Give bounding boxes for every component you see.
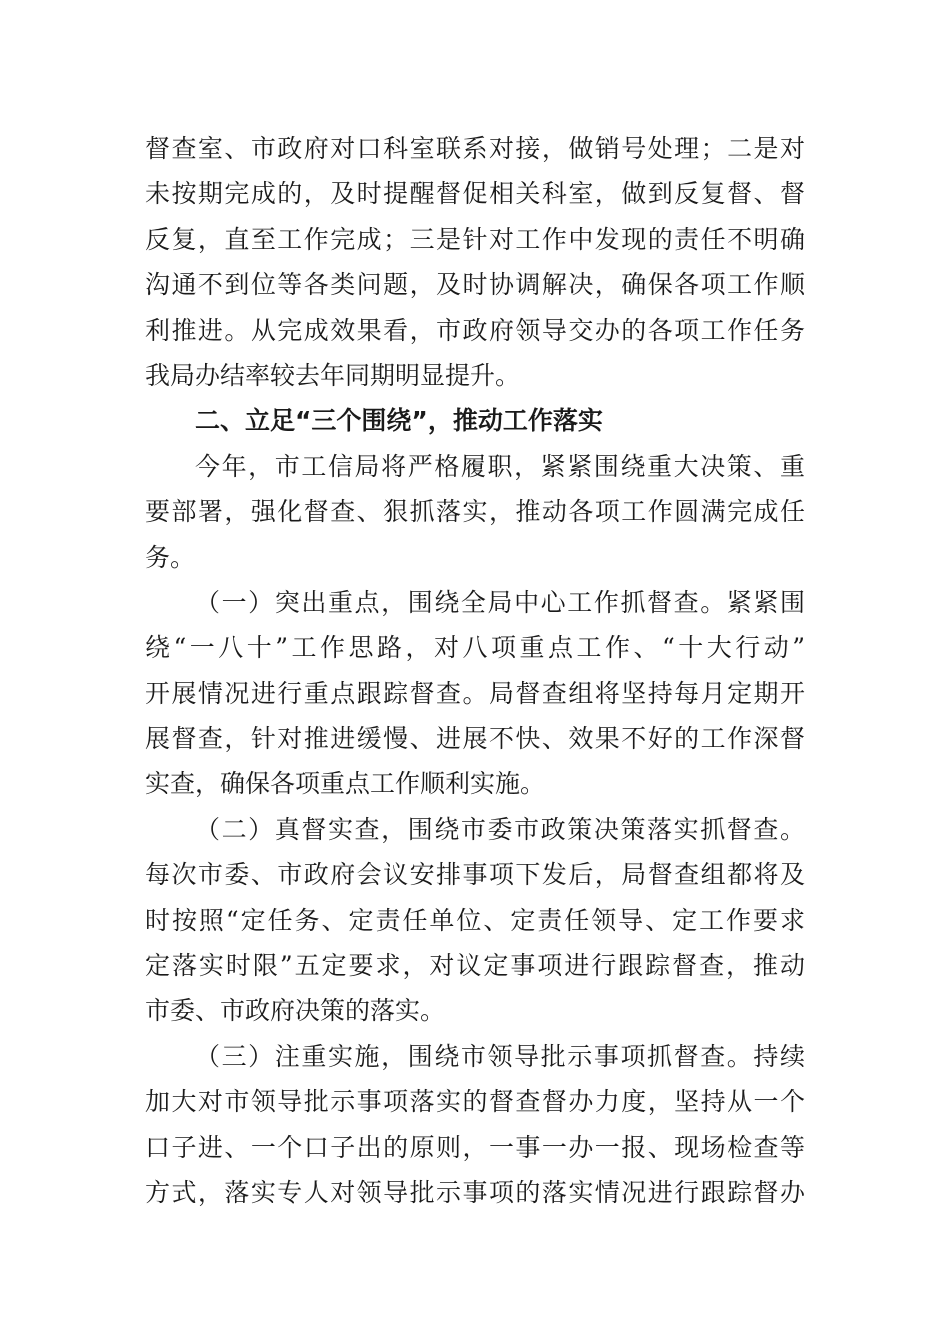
paragraph-line: 展督查，针对推进缓慢、进展不快、效果不好的工作深督	[145, 724, 805, 754]
paragraph-line: （二）真督实查，围绕市委市政策决策落实抓督查。	[195, 814, 805, 844]
paragraph-line: 今年，市工信局将严格履职，紧紧围绕重大决策、重	[195, 451, 805, 481]
paragraph-line: 未按期完成的，及时提醒督促相关科室，做到反复督、督	[145, 179, 805, 209]
paragraph-line: 定落实时限”五定要求，对议定事项进行跟踪督查，推动	[145, 951, 805, 981]
paragraph-line: 实查，确保各项重点工作顺利实施。	[145, 769, 546, 799]
paragraph-line: 要部署，强化督查、狠抓落实，推动各项工作圆满完成任	[145, 497, 805, 527]
paragraph-line: 绕“一八十”工作思路，对八项重点工作、“十大行动”	[145, 633, 805, 663]
paragraph-line: 督查室、市政府对口科室联系对接，做销号处理；二是对	[145, 134, 805, 163]
document-body	[145, 126, 805, 1215]
paragraph-line: 沟通不到位等各类问题，及时协调解决，确保各项工作顺	[145, 270, 805, 300]
paragraph-line: （一）突出重点，围绕全局中心工作抓督查。紧紧围	[195, 587, 805, 617]
section-heading: 二、立足“三个围绕”，推动工作落实	[195, 406, 603, 436]
paragraph-line: 口子进、一个口子出的原则，一事一办一报、现场检查等	[145, 1132, 805, 1162]
paragraph-line: 务。	[145, 542, 196, 572]
paragraph-line: 反复，直至工作完成；三是针对工作中发现的责任不明确	[145, 224, 805, 254]
paragraph-line: 市委、市政府决策的落实。	[145, 996, 446, 1026]
paragraph-line: 开展情况进行重点跟踪督查。局督查组将坚持每月定期开	[145, 678, 805, 708]
paragraph-line: 每次市委、市政府会议安排事项下发后，局督查组都将及	[145, 860, 805, 890]
paragraph-line: 加大对市领导批示事项落实的督查督办力度，坚持从一个	[145, 1087, 805, 1117]
paragraph-line: 时按照“定任务、定责任单位、定责任领导、定工作要求	[145, 905, 805, 935]
paragraph-line: 利推进。从完成效果看，市政府领导交办的各项工作任务	[145, 315, 805, 345]
paragraph-line: 我局办结率较去年同期明显提升。	[145, 360, 521, 390]
paragraph-line: （三）注重实施，围绕市领导批示事项抓督查。持续	[195, 1041, 805, 1071]
paragraph-line: 方式，落实专人对领导批示事项的落实情况进行跟踪督办	[145, 1177, 805, 1207]
